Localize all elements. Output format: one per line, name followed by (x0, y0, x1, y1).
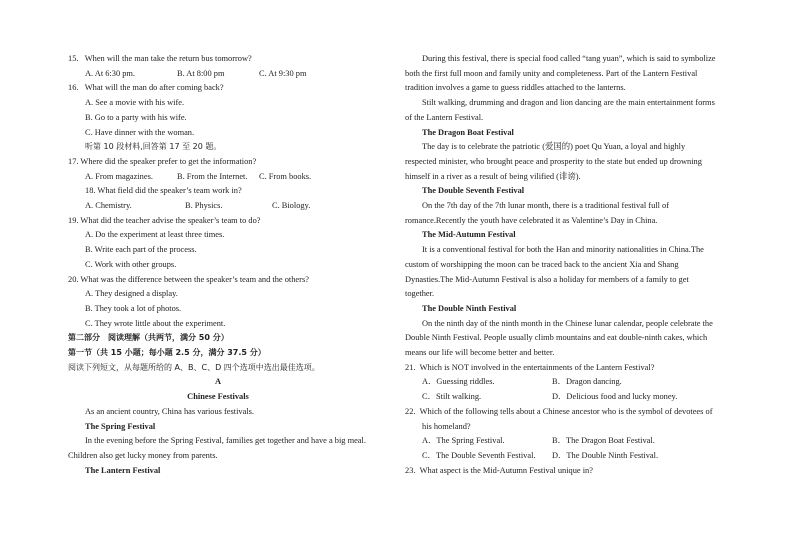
q20-option-a: A. They designed a display. (85, 289, 178, 299)
q15-options (68, 67, 368, 82)
passage-intro: As an ancient country, China has various festivals. (85, 406, 255, 416)
spring-festival-line-2: Children also get lucky money from parents. (68, 450, 218, 460)
double-ninth-festival-title: The Double Ninth Festival (422, 303, 517, 313)
lantern-festival-title: The Lantern Festival (85, 465, 161, 475)
q18-stem: 18. What field did the speaker’s team work in? (85, 186, 242, 196)
passage-letter: A (214, 377, 222, 387)
dragon-boat-festival-title: The Dragon Boat Festival (422, 127, 514, 137)
dragon-line-1: The day is to celebrate the patriotic (爱国的) poet Qu Yuan, a loyal and highly (422, 142, 686, 152)
q22-option-b: B．The Dragon Boat Festival. (552, 436, 655, 446)
q22-options-row-2 (405, 449, 725, 464)
q21-options-row-2 (405, 390, 725, 405)
midautumn-line-2: custom of worshipping the moon can be traced back to the ancient Xia and Shang (405, 259, 679, 269)
q23-stem: 23. What aspect is the Mid-Autumn Festival unique in? (405, 465, 593, 475)
q15-option-a: A. At 6:30 pm. (85, 68, 136, 78)
q15-option-b: B. At 8:00 pm (177, 68, 225, 78)
q15-stem: 15. When will the man take the return bus tomorrow? (68, 54, 252, 63)
midautumn-line-4: together. (405, 289, 435, 299)
q20-stem: 20. What was the difference between the speaker’s team and the others? (68, 274, 309, 284)
q17-option-b: B. From the Internet. (177, 171, 248, 181)
section-one-heading: 第一节（共 15 小题；每小题 2.5 分，满分 37.5 分） (68, 348, 266, 358)
q22-stem: 22. Which of the following tells about a Chinese ancestor who is the symbol of devotees of (405, 406, 713, 416)
q18-option-a: A. Chemistry. (85, 201, 132, 211)
reading-instructions: 阅读下列短文，从每题所给的 A、B、C、D 四个选项中选出最佳选项。 (68, 362, 320, 372)
q21-option-d: D．Delicious food and lucky money. (552, 392, 678, 402)
q17-stem: 17. Where did the speaker prefer to get the information? (68, 156, 257, 166)
spring-festival-title: The Spring Festival (85, 421, 156, 431)
left-column (68, 52, 368, 478)
midautumn-line-1: It is a conventional festival for both the Han and minority nationalities in China.The (422, 245, 704, 255)
q16-stem: 16. What will the man do after coming back? (68, 83, 224, 93)
q22-stem-continued: his homeland? (422, 421, 471, 431)
spring-festival-line-1: In the evening before the Spring Festival, families get together and have a big meal. (85, 436, 366, 446)
passage-title: Chinese Festivals (187, 392, 249, 402)
q18-options (68, 199, 368, 214)
q21-stem: 21. Which is NOT involved in the entertainments of the Lantern Festival? (405, 362, 655, 372)
q22-option-d: D．The Double Ninth Festival. (552, 450, 659, 460)
seventh-line-2: romance.Recently the youth have celebrated it as Valentine’s Day in China. (405, 215, 658, 225)
ninth-line-3: means our life will become better and better. (405, 348, 555, 358)
q16-option-a: A. See a movie with his wife. (85, 98, 185, 108)
q22-option-c: C．The Double Seventh Festival. (422, 450, 536, 460)
q19-option-a: A. Do the experiment at least three times. (85, 230, 225, 240)
q16-option-b: B. Go to a party with his wife. (85, 112, 187, 122)
part-two-heading: 第二部分 阅读理解（共两节，满分 50 分） (68, 333, 229, 343)
q20-option-c: C. They wrote little about the experiment. (85, 318, 226, 328)
midautumn-line-3: Dynasties.The Mid-Autumn Festival is also a holiday for members of a family to get (405, 274, 689, 284)
ninth-line-1: On the ninth day of the ninth month in the Chinese lunar calendar, people celebrate the (422, 318, 713, 328)
lantern-line-3: tradition involves a game to guess riddles attached to the lanterns. (405, 83, 626, 93)
ninth-line-2: Double Ninth Festival. People usually climb mountains and eat double-ninth cakes, which (405, 333, 708, 343)
lantern-line-4: Stilt walking, drumming and dragon and lion dancing are the main entertainment forms (422, 98, 715, 108)
q17-option-c: C. From books. (259, 171, 312, 181)
q21-option-b: B．Dragon dancing. (552, 377, 622, 387)
q16-option-c: C. Have dinner with the woman. (85, 127, 195, 137)
q21-options-row-1 (405, 375, 725, 390)
q19-option-c: C. Work with other groups. (85, 259, 177, 269)
q15-option-c: C. At 9:30 pm (259, 68, 307, 78)
lantern-line-5: of the Lantern Festival. (405, 112, 484, 122)
listening-instruction: 听第 10 段材料,回答第 17 至 20 题。 (85, 142, 222, 152)
q19-option-b: B. Write each part of the process. (85, 245, 197, 255)
q20-option-b: B. They took a lot of photos. (85, 303, 182, 313)
q18-option-c: C. Biology. (272, 201, 311, 211)
q17-options (68, 170, 368, 185)
q22-option-a: A．The Spring Festival. (422, 436, 505, 446)
dragon-line-2: respected minister, who brought peace and prosperity to the state but ended up drowning (405, 156, 702, 166)
seventh-line-1: On the 7th day of the 7th lunar month, there is a traditional festival full of (422, 201, 670, 211)
q19-stem: 19. What did the teacher advise the speaker’s team to do? (68, 215, 261, 225)
dragon-line-3: himself in a river as a result of being vilified (诽谤). (405, 171, 581, 181)
mid-autumn-festival-title: The Mid-Autumn Festival (422, 230, 516, 240)
q22-options-row-1 (405, 434, 725, 449)
q21-option-a: A．Guessing riddles. (422, 377, 495, 387)
lantern-line-1: During this festival, there is special food called “tang yuan”, which is said to symbolize (422, 54, 716, 63)
double-seventh-festival-title: The Double Seventh Festival (422, 186, 525, 196)
right-column (405, 52, 725, 478)
q21-option-c: C．Stilt walking. (422, 392, 482, 402)
lantern-line-2: both the first full moon and family unity and completeness. Part of the Lantern Festival (405, 68, 698, 78)
q17-option-a: A. From magazines. (85, 171, 153, 181)
q18-option-b: B. Physics. (185, 201, 223, 211)
